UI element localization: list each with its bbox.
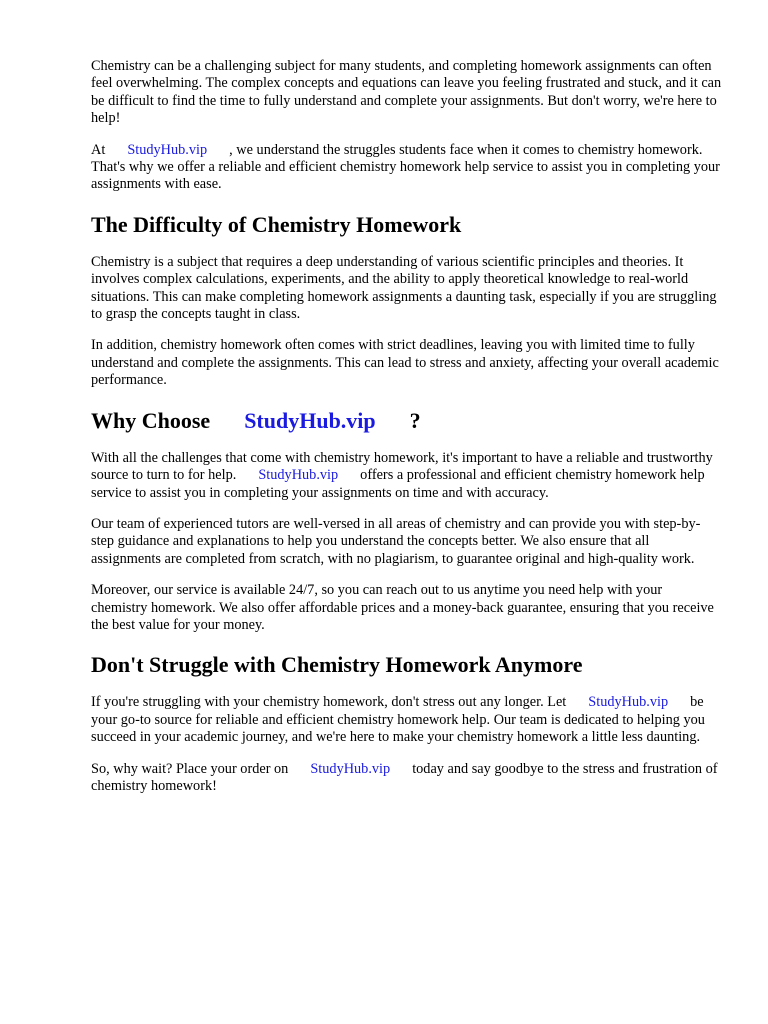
heading-dont-struggle: Don't Struggle with Chemistry Homework Anymore (91, 652, 583, 678)
why-paragraph-1: With all the challenges that come with chemistry homework, it's important to have a reliable and trustworthy source to turn to for help. StudyHub.vip offers a professional and efficient chemistry homework help service to assist you in completing your assignments on time and with accuracy. (91, 449, 713, 501)
heading-difficulty: The Difficulty of Chemistry Homework (91, 211, 462, 237)
difficulty-paragraph-1: Chemistry is a subject that requires a deep understanding of various scientific principles and theories. It involves complex calculations, experiments, and the ability to apply theoretical knowledge to real-world situations. This can make completing homework assignments a daunting task, especially if you are struggling to grasp the concepts taught in class. (91, 253, 717, 323)
why-paragraph-2: Our team of experienced tutors are well-versed in all areas of chemistry and can provide you with step-by-step guidance and explanations to help you understand the concepts better. We also ensure that all assignments are completed from scratch, with no plagiarism, to guarantee original and high-quality work. (91, 515, 701, 567)
studyhub-link[interactable]: StudyHub.vip (588, 694, 669, 711)
dont-struggle-paragraph-2: So, why wait? Place your order on StudyHub.vip today and say goodbye to the stress and frustration of chemistry homework! (91, 760, 718, 794)
heading-why-choose: Why Choose StudyHub.vip ? (91, 407, 421, 433)
intro-paragraph: Chemistry can be a challenging subject for many students, and completing homework assignments can often feel overwhelming. The complex concepts and equations can leave you feeling frustrated and stuck, and it can be difficult to find the time to fully understand and complete your assignments. But don't worry, we're here to help! (91, 58, 722, 127)
difficulty-paragraph-2: In addition, chemistry homework often comes with strict deadlines, leaving you with limited time to fully understand and complete the assignments. This can lead to stress and anxiety, affecting your overall academic performance. (91, 337, 719, 389)
studyhub-link[interactable]: StudyHub.vip (310, 760, 391, 777)
studyhub-heading-link[interactable]: StudyHub.vip (244, 407, 376, 433)
dont-struggle-paragraph-1: If you're struggling with your chemistry homework, don't stress out any longer. Let StudyHub.vip be your go-to source for reliable and efficient chemistry homework help. Our team is dedicated to helping you succeed in your academic journey, and we're here to make your chemistry homework a little less daunting. (91, 694, 705, 746)
studyhub-link[interactable]: StudyHub.vip (258, 467, 339, 484)
why-paragraph-3: Moreover, our service is available 24/7, so you can reach out to us anytime you need help with your chemistry homework. We also offer affordable prices and a money-back guarantee, ensuring that you receive the best value for your money. (91, 582, 714, 633)
studyhub-link[interactable]: StudyHub.vip (127, 141, 208, 158)
intro-studyhub-paragraph: At StudyHub.vip , we understand the struggles students face when it comes to chemistry homework. That's why we offer a reliable and efficient chemistry homework help service to assist you in completing your assignments with ease. (91, 141, 720, 193)
